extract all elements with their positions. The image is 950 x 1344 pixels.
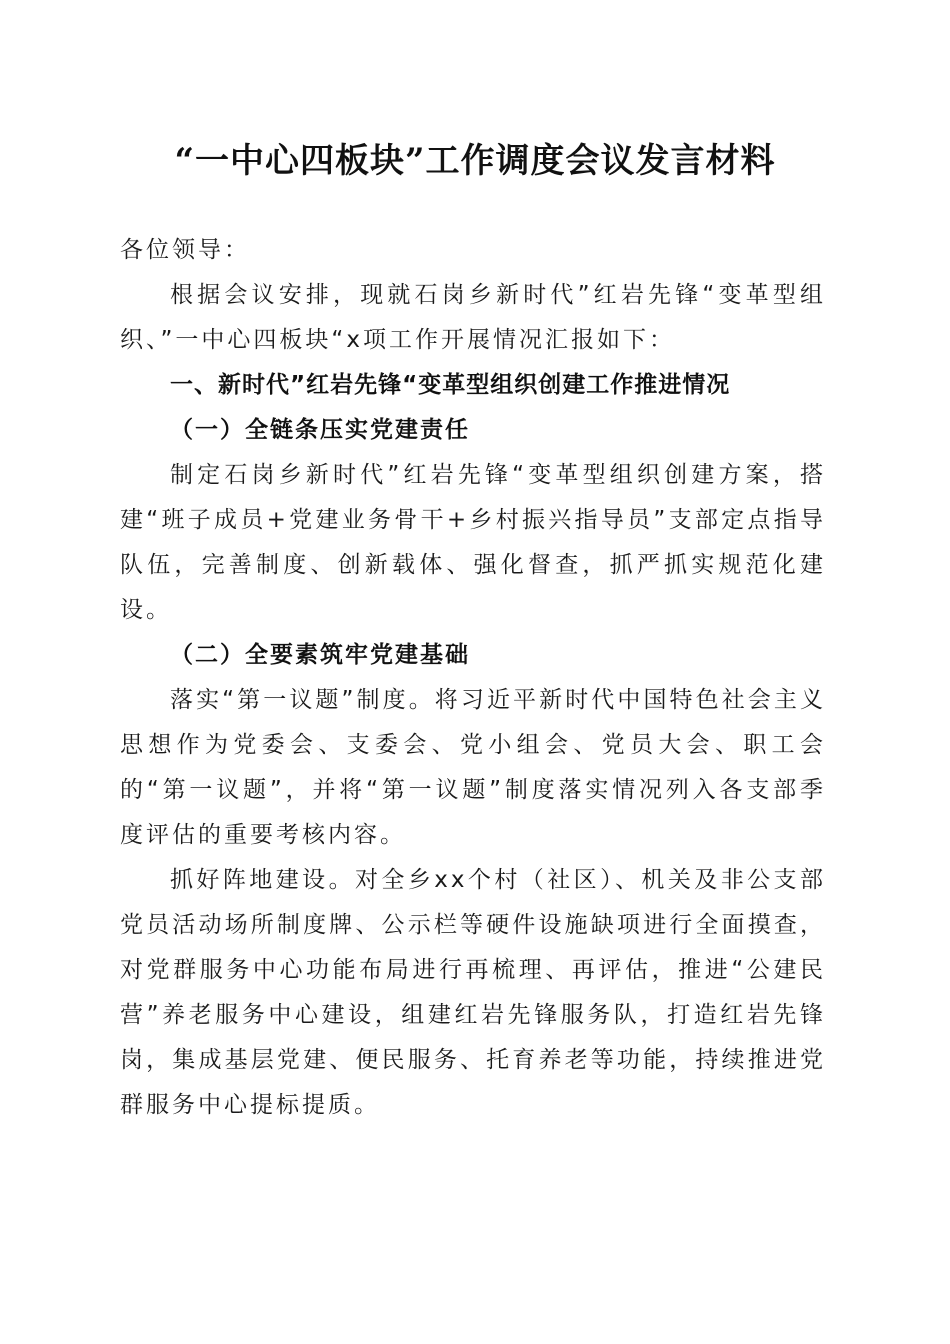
document-body	[120, 228, 826, 1128]
intro-paragraph: 根据会议安排，现就石岗乡新时代”红岩先锋“变革型组织、”一中心四板块“x项工作开展情况汇报如下：	[120, 282, 826, 353]
salutation: 各位领导：	[120, 237, 250, 263]
section-1-heading: 一、新时代”红岩先锋“变革型组织创建工作推进情况	[170, 372, 731, 398]
subsection-1-heading: （一）全链条压实党建责任	[170, 417, 470, 443]
document-title: “一中心四板块”工作调度会议发言材料	[174, 141, 776, 181]
subsection-2-heading: （二）全要素筑牢党建基础	[170, 642, 470, 668]
subsection-1-paragraph: 制定石岗乡新时代”红岩先锋“变革型组织创建方案，搭建“班子成员+党建业务骨干+乡村振兴指导员”支部定点指导队伍，完善制度、创新载体、强化督查，抓严抓实规范化建设。	[120, 462, 826, 623]
subsection-2-paragraph-2: 抓好阵地建设。对全乡xx个村（社区）、机关及非公支部党员活动场所制度牌、公示栏等硬件设施缺项进行全面摸查，对党群服务中心功能布局进行再梳理、再评估，推进“公建民营”养老服务中心建设，组建红岩先锋服务队，打造红岩先锋岗，集成基层党建、便民服务、托育养老等功能，持续推进党群服务中心提标提质。	[120, 867, 826, 1118]
subsection-2-paragraph-1: 落实“第一议题”制度。将习近平新时代中国特色社会主义思想作为党委会、支委会、党小组会、党员大会、职工会的“第一议题”，并将“第一议题”制度落实情况列入各支部季度评估的重要考核内容。	[120, 687, 826, 848]
